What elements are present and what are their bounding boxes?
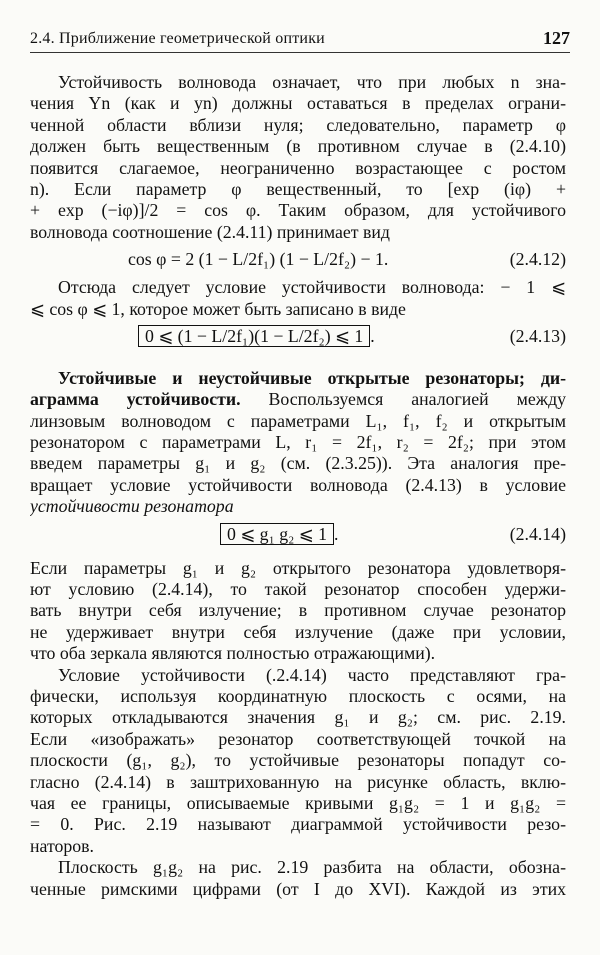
text-line: вращает условие устойчивости волновода (2.4.13) в условие [30, 474, 566, 495]
page-body [30, 72, 566, 900]
equation-2-4-12 [30, 243, 566, 277]
text-line [30, 389, 566, 410]
text-line: Плоскость g₁g₂ на рис. 2.19 разбита на области, обозна- [58, 857, 566, 878]
page-number: 127 [543, 28, 570, 48]
page-header [30, 28, 570, 53]
text-line: фически, используя координатную плоскость с осями, на [30, 685, 566, 706]
text-line: появится слагаемое, неограниченно возрастающее с ростом [30, 157, 566, 178]
text-line: ют условию (2.4.14), то такой резонатор способен удержи- [30, 579, 566, 600]
equation-number: (2.4.13) [509, 325, 566, 346]
text-line: Отсюда следует условие устойчивости волновода: − 1 ⩽ [58, 277, 566, 298]
text-line: волновода соотношение (2.4.11) принимает вид [30, 221, 390, 242]
equation-2-4-14 [30, 518, 566, 552]
text-line: должен быть вещественным (в противном случае в (2.4.10) [30, 136, 566, 157]
text-line: ⩽ cos φ ⩽ 1, которое может быть записано в виде [30, 298, 406, 319]
paragraph-waveguide-stability [30, 72, 566, 243]
paragraph-plane-regions [30, 857, 566, 900]
text-line: не удерживает внутри себя излучение (даже при условии, [30, 621, 566, 642]
equation-2-4-13 [30, 320, 566, 354]
text-line: ченной области вблизи нуля; следовательно, параметр φ [30, 114, 566, 135]
section-heading: Устойчивые и неустойчивые открытые резонаторы; ди- [58, 367, 566, 388]
text-fragment: Воспользуемся аналогией между [240, 389, 566, 410]
text-line: которых откладываются значения g₁ и g₂; см. рис. 2.19. [30, 707, 566, 728]
text-line: вать внутри себя излучение; в противном случае резонатор [30, 600, 566, 621]
equation-number: (2.4.14) [509, 523, 566, 544]
text-line: Если параметры g₁ и g₂ открытого резонатора удовлетворя- [30, 557, 566, 578]
text-line: Условие устойчивости (.2.4.14) часто представляют гра- [58, 664, 566, 685]
text-line: чения Yn (как и yn) должны оставаться в пределах ограни- [30, 93, 566, 114]
equation-tail: . [334, 523, 339, 544]
boxed-formula: 0 ⩽ g₁ g₂ ⩽ 1 [220, 523, 334, 545]
text-line: резонатором с параметрами L, r₁ = 2f₁, r₂ = 2f₂; при этом [30, 432, 566, 453]
text-line: введем параметры g₁ и g₂ (см. (2.3.25)). Эта аналогия пре- [30, 453, 566, 474]
running-title: 2.4. Приближение геометрической оптики [30, 30, 325, 47]
section-resonators [30, 368, 566, 518]
text-line: ченные римскими цифрами (от I до XVI). Каждой из этих [30, 878, 566, 899]
text-line: устойчивости резонатора [30, 496, 234, 517]
text-line: гласно (2.4.14) в заштрихованную на рисунке область, вклю- [30, 771, 566, 792]
boxed-formula: 0 ⩽ (1 − L/2f₁)(1 − L/2f₂) ⩽ 1 [138, 325, 370, 347]
section-heading: аграмма устойчивости. [30, 389, 241, 410]
text-line: Если «изображать» резонатор соответствующей точкой на [30, 728, 566, 749]
paragraph-condition [30, 277, 566, 320]
text-line: + exp (−iφ)]/2 = cos φ. Таким образом, для устойчивого [30, 200, 566, 221]
text-line: плоскости (g₁, g₂), то устойчивые резонаторы попадут со- [30, 750, 566, 771]
text-line: n). Если параметр φ вещественный, то [exp (iφ) + [30, 178, 566, 199]
text-line: что оба зеркала являются полностью отражающими). [30, 643, 436, 664]
equation-expression: cos φ = 2 (1 − L/2f₁) (1 − L/2f₂) − 1. [128, 249, 389, 270]
text-line: = 0. Рис. 2.19 называют диаграммой устойчивости резо- [30, 814, 566, 835]
text-line: наторов. [30, 835, 94, 856]
paragraph-resonator-condition [30, 558, 566, 665]
text-line: линзовым волноводом с параметрами L₁, f₁, f₂ и открытым [30, 410, 566, 431]
text-line: Устойчивость волновода означает, что при любых n зна- [58, 72, 566, 92]
text-line: чая ее границы, описываемые кривыми g₁g₂ = 1 и g₁g₂ = [30, 792, 566, 813]
paragraph-stability-diagram [30, 665, 566, 858]
equation-number: (2.4.12) [509, 249, 566, 270]
equation-tail: . [370, 325, 375, 346]
